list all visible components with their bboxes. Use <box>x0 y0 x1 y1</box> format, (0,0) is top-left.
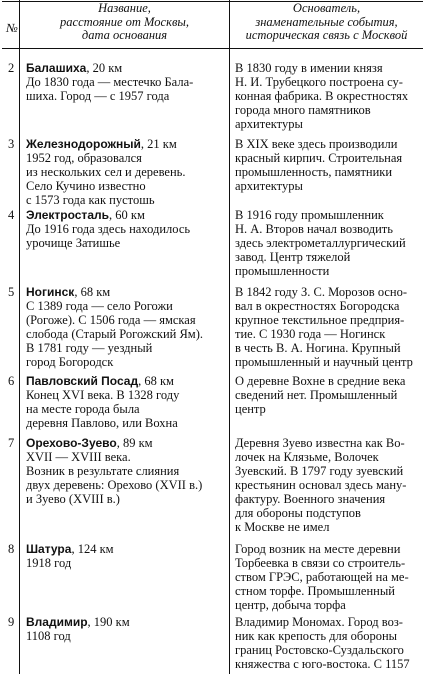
history-cell <box>235 137 423 193</box>
history-line: Н. И. Трубецкого построена су- <box>235 75 403 89</box>
history-line: В 1916 году промышленник <box>235 208 384 222</box>
row-number: 7 <box>8 436 15 450</box>
city-info-line: 1952 год, образовался <box>26 151 142 165</box>
city-distance: , 68 км <box>138 374 174 388</box>
city-cell <box>26 137 232 207</box>
city-info-line: До 1916 года здесь находилось <box>26 222 191 236</box>
city-info-line: XVII — XVIII века. <box>26 450 131 464</box>
history-line: города много памятников <box>235 103 371 117</box>
city-info-line: В 1781 году — уездный <box>26 341 153 355</box>
city-info-line: Возник в результате слияния <box>26 464 180 478</box>
history-line: О деревне Вохне в средние века <box>235 374 406 388</box>
history-cell <box>235 615 423 671</box>
city-info-line: 1918 год <box>26 556 72 570</box>
history-cell <box>235 542 423 612</box>
history-line: центр <box>235 402 266 416</box>
history-line: крестьянин основал здесь ману- <box>235 478 407 492</box>
city-name: Электросталь <box>26 208 109 222</box>
history-line: завод. Центр тяжелой <box>235 250 351 264</box>
history-line: для обороны подступов <box>235 506 361 520</box>
city-cell <box>26 615 232 643</box>
city-title-line <box>26 374 232 388</box>
city-distance: , 20 км <box>86 61 123 75</box>
city-cell <box>26 61 232 103</box>
city-info-line: Конец XVI века. В 1328 году <box>26 388 180 402</box>
city-info-line: 1108 год <box>26 629 71 643</box>
city-title-line <box>26 137 232 151</box>
history-line: ством ГРЭС, работающей на ме- <box>235 570 409 584</box>
history-line: промышленный и научный центр <box>235 355 413 369</box>
city-info-line: шиха. Город — с 1957 года <box>26 89 170 103</box>
city-name: Ногинск <box>26 285 75 299</box>
city-distance: , 60 км <box>109 208 145 222</box>
history-line: Город возник на месте деревни <box>235 542 401 556</box>
history-cell <box>235 285 423 369</box>
history-line: тие. С 1930 года — Ногинск <box>235 327 386 341</box>
history-line: В XIX веке здесь производили <box>235 137 398 151</box>
history-line: красный кирпич. Строительная <box>235 151 403 165</box>
history-line: архитектуры <box>235 179 303 193</box>
city-info-line: (Рогоже). С 1506 года — ямская <box>26 313 196 327</box>
header-top-rule <box>2 1 423 2</box>
history-line: конная фабрика. В окрестностях <box>235 89 409 103</box>
header-col2-line: Основатель, <box>292 1 361 15</box>
city-distance: , 190 км <box>87 615 130 629</box>
city-title-line <box>26 542 232 556</box>
header-bottom-rule <box>2 48 423 49</box>
city-cell <box>26 208 232 250</box>
city-distance: , 124 км <box>71 542 114 556</box>
city-name: Железнодорожный <box>26 137 141 151</box>
city-title-line <box>26 615 232 629</box>
history-line: Н. А. Второв начал возводить <box>235 222 393 236</box>
city-info-line: город Богородск <box>26 355 114 369</box>
history-line: центр, добыча торфа <box>235 598 346 612</box>
city-cell <box>26 285 232 369</box>
header-col1-line: расстояние от Москвы, <box>60 14 189 29</box>
history-line: границ Ростовско-Суздальского <box>235 643 404 657</box>
header-col1 <box>20 2 229 43</box>
row-number: 6 <box>8 374 15 388</box>
header-col1-line: Название, <box>98 1 151 15</box>
history-line: промышленности <box>235 264 330 278</box>
history-line: ник как крепость для обороны <box>235 629 398 643</box>
city-info-line: слобода (Старый Рогожский Ям). <box>26 327 203 341</box>
history-line: лочек на Клязьме, Волочек <box>235 450 379 464</box>
city-title-line <box>26 208 232 222</box>
header-col2-line: знаменательные события, <box>255 14 398 29</box>
history-line: Владимир Мономах. Город воз- <box>235 615 403 629</box>
history-line: сведений нет. Промышленный <box>235 388 398 402</box>
city-info-line: урочище Затишье <box>26 236 121 250</box>
city-name: Шатура <box>26 542 72 556</box>
history-line: вал в окрестностях Богородска <box>235 299 400 313</box>
city-info-line: и Зуево (XVIII в.) <box>26 492 120 506</box>
history-line: архитектуры <box>235 117 303 131</box>
city-title-line <box>26 61 232 75</box>
history-cell <box>235 374 423 416</box>
city-info-line: на месте города была <box>26 402 140 416</box>
city-name: Балашиха <box>26 61 87 75</box>
header-col2 <box>230 2 423 43</box>
city-info-line: двух деревень: Орехово (XVII в.) <box>26 478 203 492</box>
history-line: В 1830 году в имении князя <box>235 61 383 75</box>
row-number: 5 <box>8 285 15 299</box>
city-title-line <box>26 436 232 450</box>
city-info-line: с 1573 года как пустошь <box>26 193 155 207</box>
history-cell <box>235 436 423 534</box>
history-line: крупное текстильное предприя- <box>235 313 405 327</box>
city-name: Орехово-Зуево <box>26 436 117 450</box>
history-line: Зуевский. В 1797 году зуевский <box>235 464 404 478</box>
city-distance: , 68 км <box>74 285 111 299</box>
city-cell <box>26 436 232 506</box>
history-line: в честь В. А. Ногина. Крупный <box>235 341 401 355</box>
city-distance: , 89 км <box>116 436 153 450</box>
row-number: 3 <box>8 137 15 151</box>
city-info-line: До 1830 года — местечко Бала- <box>26 75 194 89</box>
history-line: княжества с юго-востока. С 1157 <box>235 657 410 671</box>
city-cell <box>26 542 232 570</box>
city-name: Павловский Посад <box>26 374 139 388</box>
city-info-line: деревня Павлово, или Вохна <box>26 416 178 430</box>
city-title-line <box>26 285 232 299</box>
header-num: № <box>6 21 18 35</box>
row-number: 2 <box>8 61 15 75</box>
history-line: промышленность, памятники <box>235 165 393 179</box>
city-name: Владимир <box>26 615 88 629</box>
city-distance: , 21 км <box>140 137 177 151</box>
header-col2-line: историческая связь с Москвой <box>245 28 408 42</box>
history-line: В 1842 году З. С. Морозов осно- <box>235 285 408 299</box>
row-number: 4 <box>8 208 15 222</box>
city-info-line: Село Кучино известно <box>26 179 146 193</box>
history-line: к Москве не имел <box>235 520 330 534</box>
row-number: 8 <box>8 542 15 556</box>
history-line: Торбеевка в связи со строитель- <box>235 556 406 570</box>
column-divider-1 <box>19 0 20 674</box>
header-col1-line: дата основания <box>81 28 168 42</box>
history-cell <box>235 208 423 278</box>
row-number: 9 <box>8 615 15 629</box>
history-line: Деревня Зуево известна как Во- <box>235 436 405 450</box>
city-info-line: С 1389 года — село Рогожи <box>26 299 173 313</box>
city-cell <box>26 374 232 430</box>
history-line: здесь электрометаллургический <box>235 236 406 250</box>
history-cell <box>235 61 423 131</box>
history-line: фактуру. Военного значения <box>235 492 386 506</box>
city-info-line: из нескольких сел и деревень. <box>26 165 186 179</box>
history-line: стном торфе. Промышленный <box>235 584 395 598</box>
